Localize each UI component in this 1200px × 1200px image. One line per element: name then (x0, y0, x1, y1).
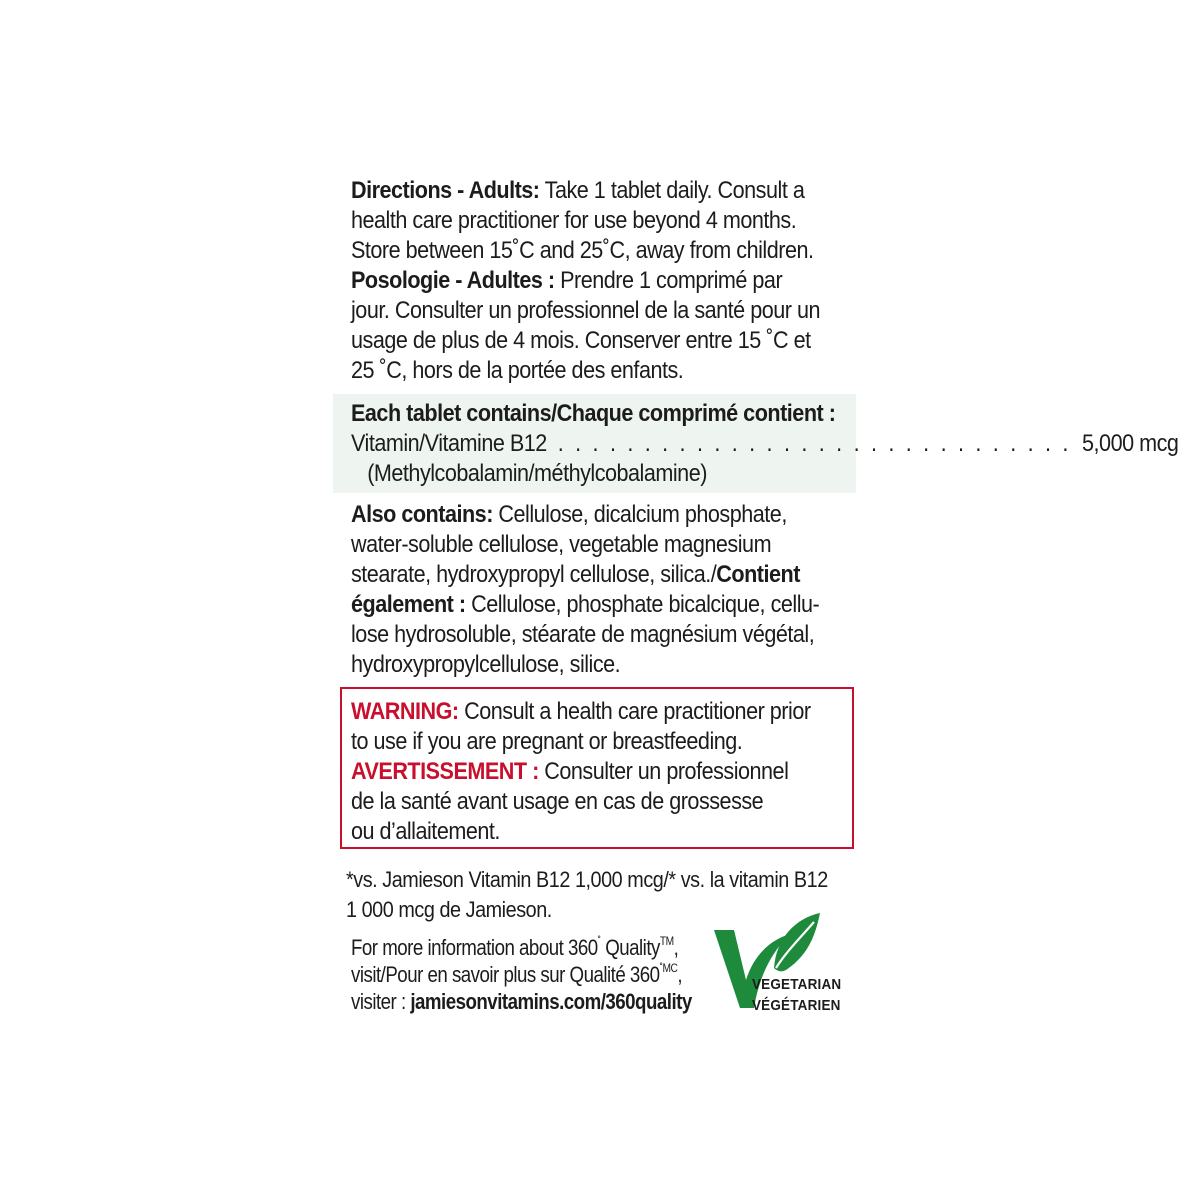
avertissement-heading: AVERTISSEMENT : (351, 758, 539, 785)
directions-fr-line1: Posologie - Adultes : Prendre 1 comprimé par (351, 267, 783, 294)
ingredient-name: Vitamin/Vitamine B12 (351, 430, 547, 457)
directions-en-line1: Directions - Adults: Take 1 tablet daily. Consult a (351, 177, 805, 204)
directions-en-heading: Directions - Adults: (351, 177, 540, 204)
also-contains-section: Also contains: Cellulose, dicalcium phosphate, water-soluble cellulose, vegetable magnesium stearate, hydroxypropyl cellulose, silica./Contient également : Cellulose, phosphate bicalcique, cellu- lose hydrosoluble, stéarate de magnésium végétal, hydroxypropylcellulose, silice. (351, 501, 820, 678)
directions-fr-line2: jour. Consulter un professionnel de la santé pour un (351, 297, 820, 324)
warning-section: WARNING: Consult a health care practitioner prior to use if you are pregnant or breastfeeding. AVERTISSEMENT : Consulter un professionnel de la santé avant usage en cas de grossesse ou d’allaitement. (351, 698, 811, 845)
directions-en-line3: Store between 15˚C and 25˚C, away from children. (351, 237, 814, 264)
warning-heading: WARNING: (351, 698, 459, 725)
contains-section (351, 399, 1179, 489)
ingredient-row (351, 429, 1179, 459)
ingredient-amount: 5,000 mcg (1082, 430, 1179, 457)
ingredient-source: (Methylcobalamin/méthylcobalamine) (367, 460, 707, 487)
directions-fr-line3: usage de plus de 4 mois. Conserver entre 15 ˚C et (351, 327, 811, 354)
also-contains-heading: Also contains: (351, 501, 493, 528)
quality-info: For more information about 360˚ Quality™, visit/Pour en savoir plus sur Qualité $360^{˚MC}$, visiter : jamiesonvitamins.com/360quality (351, 934, 692, 1014)
vegetarian-fr: VÉGÉTARIEN (752, 997, 841, 1014)
vegetarian-en: VEGETARIAN (752, 976, 842, 993)
directions-section (351, 176, 820, 386)
footnote: *vs. Jamieson Vitamin B12 1,000 mcg/* vs. la vitamin B12 1 000 mcg de Jamieson. (346, 867, 828, 922)
directions-fr-line4: 25 ˚C, hors de la portée des enfants. (351, 357, 684, 384)
directions-fr-heading: Posologie - Adultes : (351, 267, 555, 294)
quality-url[interactable]: jamiesonvitamins.com/360quality (410, 989, 692, 1014)
contient-heading: Contient (716, 561, 800, 588)
vegetarian-label (752, 974, 841, 1016)
contains-heading: Each tablet contains/Chaque comprimé contient : (351, 400, 836, 427)
leader-dots: . . . . . . . . . . . . . . . . . . . . . . . . . . . . . . (557, 430, 1072, 457)
egalement-heading: également : (351, 591, 466, 618)
directions-en-line2: health care practitioner for use beyond 4 months. (351, 207, 797, 234)
